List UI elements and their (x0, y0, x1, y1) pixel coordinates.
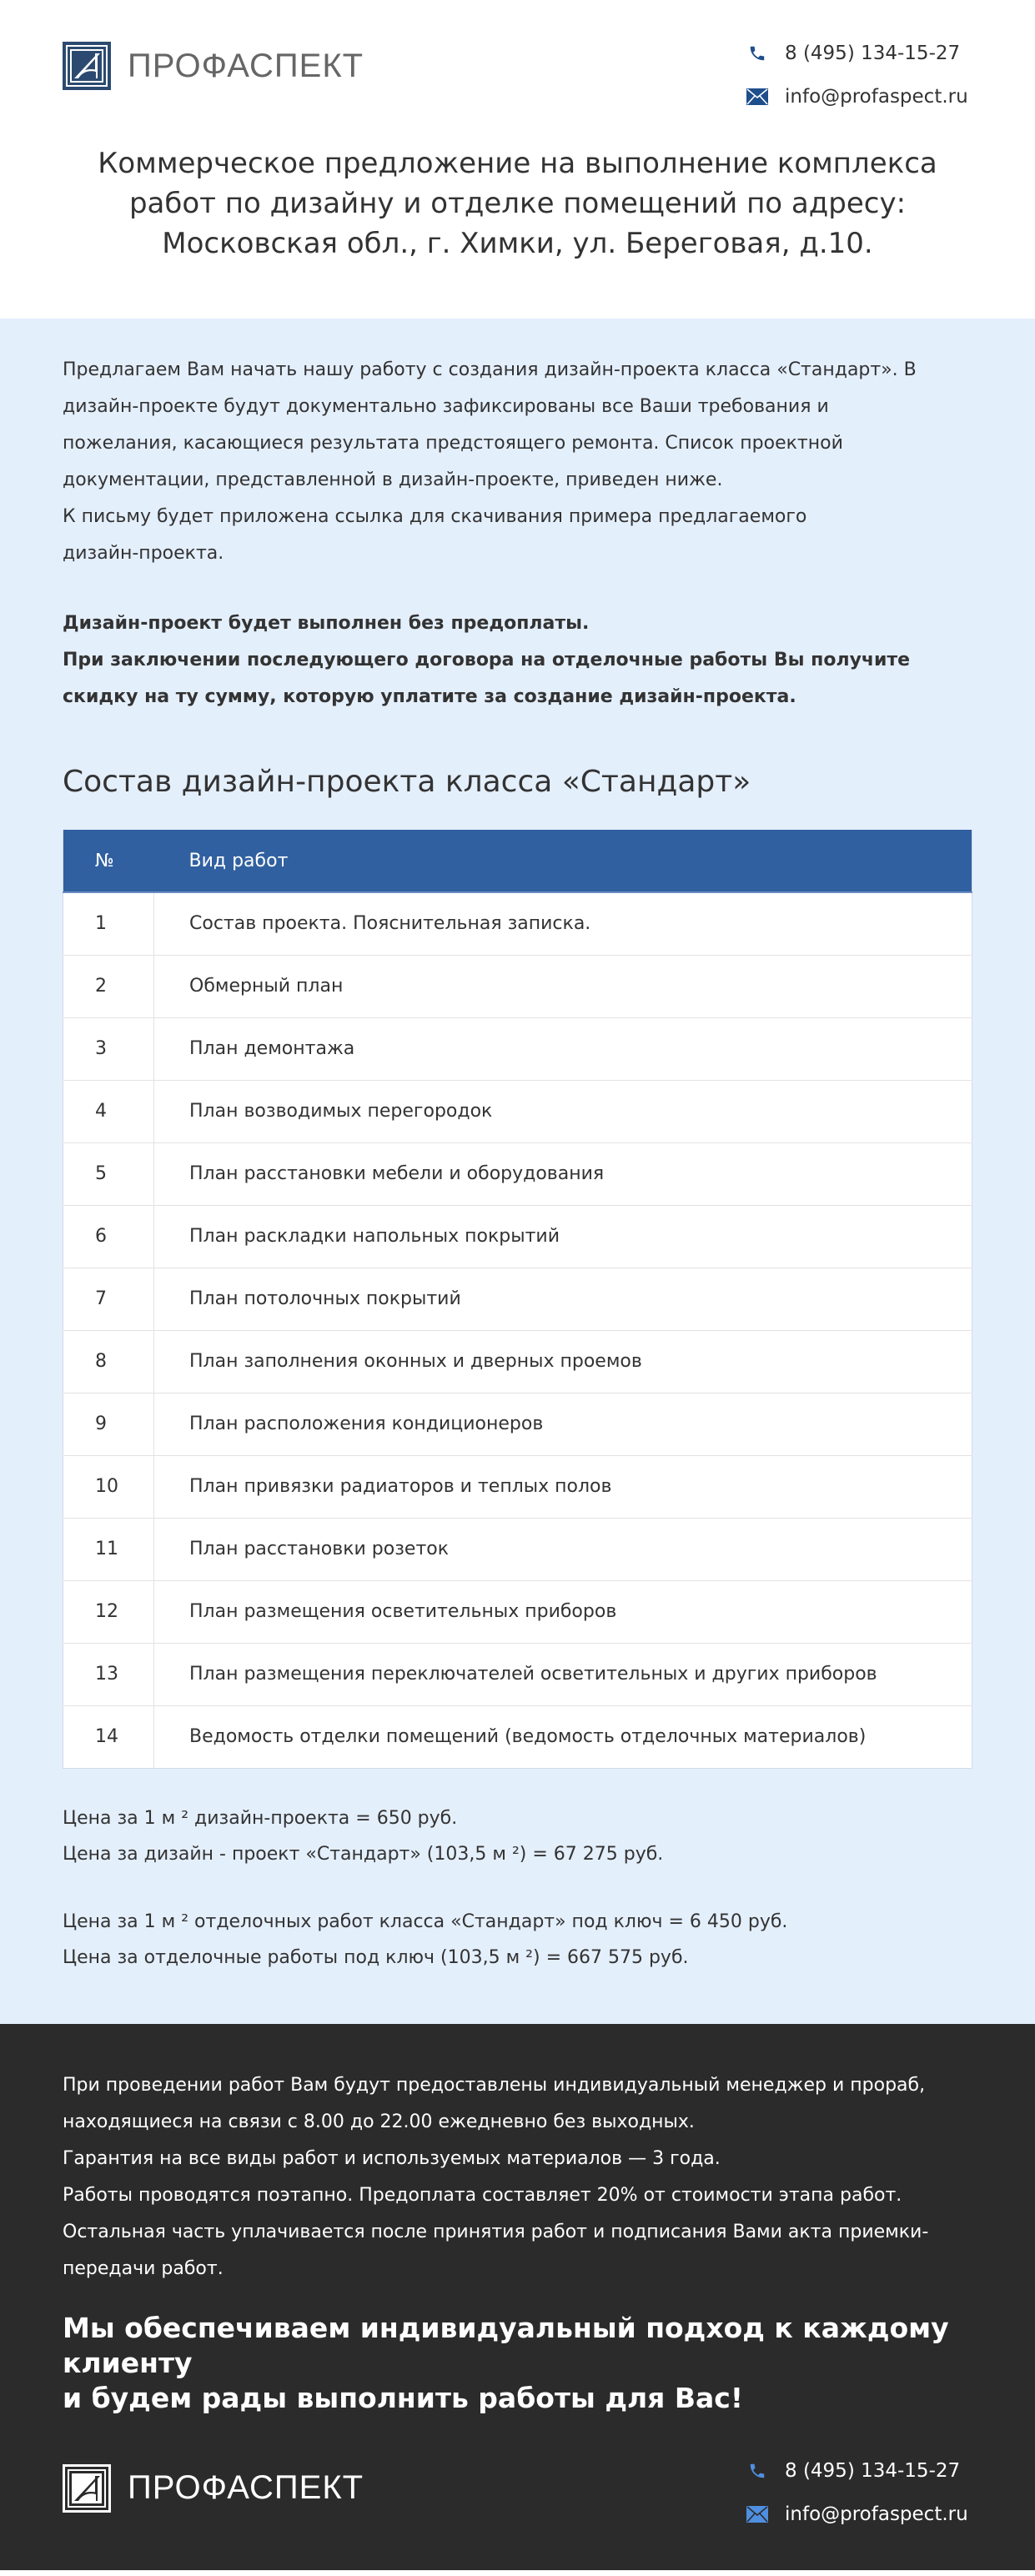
row-number: 2 (63, 955, 154, 1017)
phone-contact[interactable] (746, 32, 968, 75)
row-work-type: План размещения переключателей осветительных и других приборов (154, 1643, 972, 1705)
phone-icon (746, 2462, 768, 2480)
row-number: 6 (63, 1205, 154, 1268)
slogan (63, 2311, 972, 2416)
offer-body (0, 319, 1035, 2024)
table-header-row (63, 830, 972, 892)
table-row (63, 1142, 972, 1205)
row-number: 9 (63, 1393, 154, 1455)
table-row (63, 1393, 972, 1455)
row-work-type: План расстановки мебели и оборудования (154, 1142, 972, 1205)
table-row (63, 1268, 972, 1330)
terms-line: Остальная часть уплачивается после принятия работ и подписания Вами акта приемки- (63, 2221, 929, 2242)
table-row (63, 1205, 972, 1268)
footer-email-contact[interactable] (746, 2493, 968, 2536)
row-number: 8 (63, 1330, 154, 1393)
intro-line: документации, представленной в дизайн-проекте, приведен ниже. (63, 470, 723, 490)
email-contact[interactable] (746, 75, 968, 118)
table-row (63, 1017, 972, 1080)
prepayment-line: При заключении последующего договора на отделочные работы Вы получите (63, 650, 911, 670)
intro-line: дизайн-проекте будут документально зафиксированы все Ваши требования и (63, 396, 829, 417)
table-row (63, 1455, 972, 1518)
row-work-type: Состав проекта. Пояснительная записка. (154, 892, 972, 955)
row-number: 12 (63, 1580, 154, 1643)
row-work-type: План заполнения оконных и дверных проемов (154, 1330, 972, 1393)
design-price-total: Цена за дизайн - проект «Стандарт» (103,5 м ²) = 67 275 руб. (63, 1843, 664, 1865)
envelope-icon (746, 2505, 768, 2523)
footer-phone-contact[interactable] (746, 2449, 968, 2493)
phone-number: 8 (495) 134-15-27 (785, 43, 961, 64)
header-contacts (746, 32, 968, 118)
finish-price-total: Цена за отделочные работы под ключ (103,5 м ²) = 667 575 руб. (63, 1946, 689, 1968)
row-work-type: План привязки радиаторов и теплых полов (154, 1455, 972, 1518)
intro-text (63, 352, 972, 572)
row-number: 10 (63, 1455, 154, 1518)
phone-icon (746, 44, 768, 63)
table-row (63, 955, 972, 1017)
table-row (63, 1580, 972, 1643)
row-work-type: План расстановки розеток (154, 1518, 972, 1580)
table-row (63, 1705, 972, 1768)
offer-title-line: Коммерческое предложение на выполнение комплекса (98, 147, 937, 180)
row-work-type: План демонтажа (154, 1017, 972, 1080)
email-address: info@profaspect.ru (785, 86, 968, 108)
footer-phone-number: 8 (495) 134-15-27 (785, 2459, 961, 2482)
brand-name: ПРОФАСПЕКТ (128, 47, 364, 84)
table-row (63, 1330, 972, 1393)
logo-mark-icon (63, 42, 111, 90)
row-work-type: План размещения осветительных приборов (154, 1580, 972, 1643)
terms-line: передачи работ. (63, 2257, 224, 2279)
row-number: 7 (63, 1268, 154, 1330)
terms-line: При проведении работ Вам будут предоставлены индивидуальный менеджер и прораб, (63, 2074, 926, 2096)
row-work-type: План возводимых перегородок (154, 1080, 972, 1142)
terms-line: Гарантия на все виды работ и используемых материалов — 3 года. (63, 2147, 721, 2169)
row-number: 13 (63, 1643, 154, 1705)
footer-brand-logo[interactable] (63, 2464, 364, 2513)
intro-line: дизайн-проекта. (63, 543, 224, 564)
price-summary (63, 1800, 972, 1976)
terms-footer (0, 2024, 1035, 2570)
row-work-type: Обмерный план (154, 955, 972, 1017)
row-number: 3 (63, 1017, 154, 1080)
footer-email-address: info@profaspect.ru (785, 2503, 968, 2525)
slogan-line: Мы обеспечиваем индивидуальный подход к каждому клиенту (63, 2311, 949, 2379)
prepayment-line: скидку на ту сумму, которую уплатите за создание дизайн-проекта. (63, 686, 796, 707)
intro-line: пожелания, касающиеся результата предстоящего ремонта. Список проектной (63, 433, 843, 454)
table-row (63, 1518, 972, 1580)
table-row (63, 1643, 972, 1705)
row-work-type: План раскладки напольных покрытий (154, 1205, 972, 1268)
column-header-work-type: Вид работ (154, 830, 972, 892)
column-header-number: № (63, 830, 154, 892)
row-work-type: План потолочных покрытий (154, 1268, 972, 1330)
row-number: 5 (63, 1142, 154, 1205)
row-work-type: План расположения кондиционеров (154, 1393, 972, 1455)
intro-line: К письму будет приложена ссылка для скачивания примера предлагаемого (63, 506, 807, 527)
intro-line: Предлагаем Вам начать нашу работу с создания дизайн-проекта класса «Стандарт». В (63, 359, 917, 380)
footer-brand-name: ПРОФАСПЕКТ (128, 2469, 364, 2506)
finish-price-per-m2: Цена за 1 м ² отделочных работ класса «Стандарт» под ключ = 6 450 руб. (63, 1911, 788, 1932)
terms-line: находящиеся на связи с 8.00 до 22.00 ежедневно без выходных. (63, 2111, 695, 2132)
offer-title-line: Московская обл., г. Химки, ул. Береговая, д.10. (162, 227, 873, 260)
row-number: 14 (63, 1705, 154, 1768)
composition-title: Состав дизайн-проекта класса «Стандарт» (63, 765, 751, 799)
design-price-per-m2: Цена за 1 м ² дизайн-проекта = 650 руб. (63, 1807, 458, 1829)
terms-line: Работы проводятся поэтапно. Предоплата составляет 20% от стоимости этапа работ. (63, 2184, 902, 2206)
offer-title-line: работ по дизайну и отделке помещений по адресу: (128, 187, 907, 220)
page-header (0, 0, 1035, 319)
slogan-line: и будем рады выполнить работы для Вас! (63, 2381, 743, 2414)
row-number: 4 (63, 1080, 154, 1142)
footer-contacts (746, 2449, 968, 2536)
prepayment-line: Дизайн-проект будет выполнен без предоплаты. (63, 613, 590, 634)
table-row (63, 892, 972, 955)
row-work-type: Ведомость отделки помещений (ведомость отделочных материалов) (154, 1705, 972, 1768)
prepayment-note (63, 605, 972, 716)
works-table (63, 830, 972, 1769)
spacer (63, 1872, 972, 1904)
offer-title (67, 143, 968, 264)
brand-logo[interactable] (63, 42, 364, 90)
row-number: 1 (63, 892, 154, 955)
row-number: 11 (63, 1518, 154, 1580)
logo-mark-icon (63, 2464, 111, 2513)
envelope-icon (746, 88, 768, 106)
table-row (63, 1080, 972, 1142)
terms-text (63, 2067, 972, 2287)
